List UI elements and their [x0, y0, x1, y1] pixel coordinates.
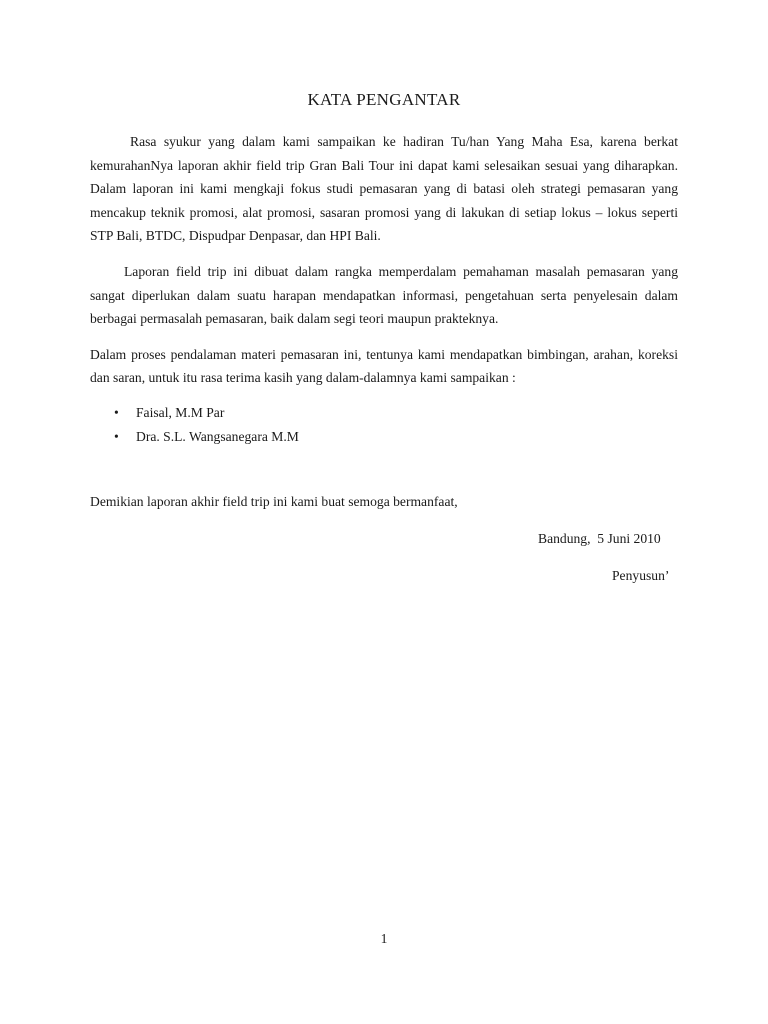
signer: Penyusun’: [612, 568, 670, 583]
list-item: [90, 401, 678, 425]
document-body: [90, 130, 678, 448]
place-date: Bandung, 5 Juni 2010: [538, 531, 661, 546]
list-item-text: Faisal, M.M Par: [136, 404, 225, 420]
paragraph-purpose: Laporan field trip ini dibuat dalam rangka memperdalam pemahaman masalah pemasaran yang sangat diperlukan dalam suatu harapan mendapatkan informasi, pengetahuan serta penyelesain dalam berbagai permasalah pemasaran, baik dalam segi teori maupun prakteknya.: [90, 263, 678, 327]
bullet-icon: •: [114, 428, 119, 444]
acknowledgement-list: [90, 401, 678, 448]
page-number: 1: [380, 931, 388, 946]
list-item: [90, 425, 678, 449]
list-item-text: Dra. S.L. Wangsanegara M.M: [136, 428, 299, 444]
bullet-icon: •: [114, 404, 119, 420]
paragraph-thanks: Dalam proses pendalaman materi pemasaran ini, tentunya kami mendapatkan bimbingan, arahan, koreksi dan saran, untuk itu rasa terima kasih yang dalam-dalamnya kami sampaikan :: [90, 346, 678, 386]
page-title: KATA PENGANTAR: [307, 90, 461, 109]
paragraph-intro: Rasa syukur yang dalam kami sampaikan ke hadiran Tu/han Yang Maha Esa, karena berkat kemurahanNya laporan akhir field trip Gran Bali Tour ini dapat kami selesaikan sesuai yang diharapkan. Dalam laporan ini kami mengkaji fokus studi pemasaran yang di batasi oleh strategi pemasaran yang mencakup teknik promosi, alat promosi, sasaran promosi yang di lakukan di setiap lokus – lokus seperti STP Bali, BTDC, Dispudpar Denpasar, dan HPI Bali.: [90, 134, 678, 244]
closing-sentence: Demikian laporan akhir field trip ini kami buat semoga bermanfaat,: [90, 494, 458, 509]
